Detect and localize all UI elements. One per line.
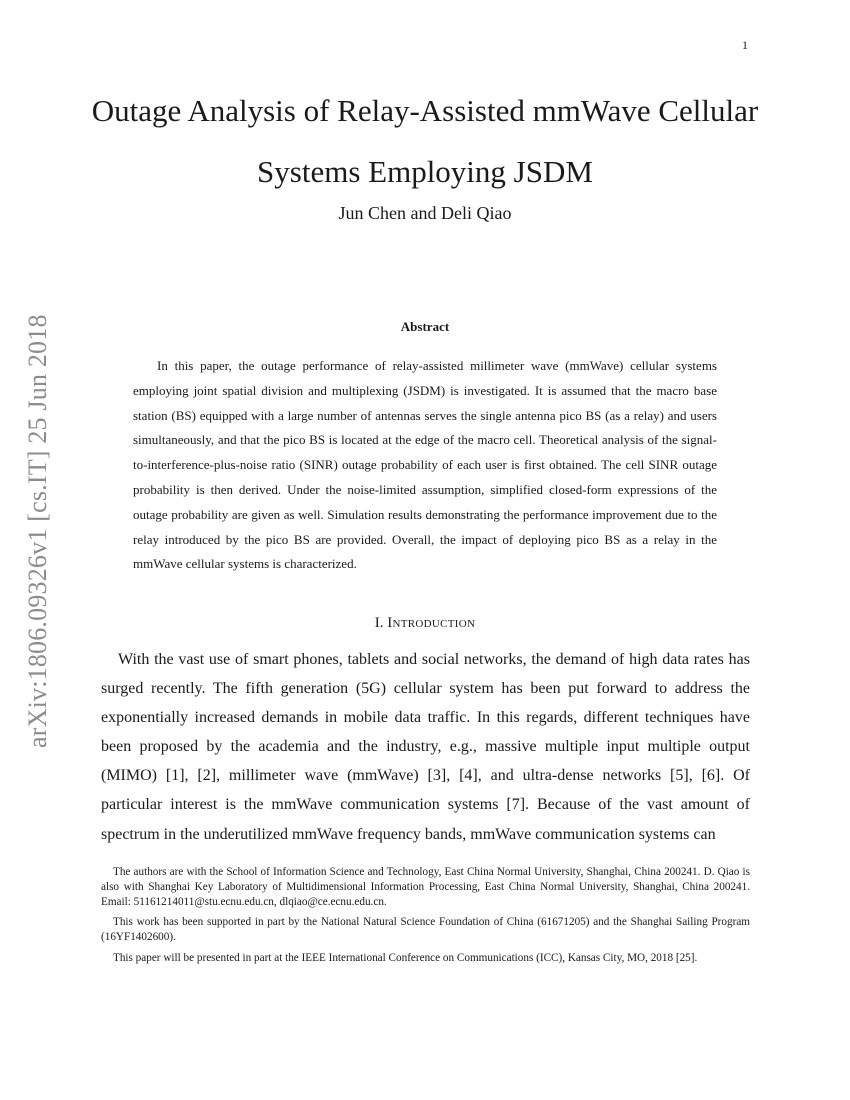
section-heading — [100, 612, 750, 634]
page-number: 1 — [742, 38, 748, 52]
footnote-conference: This paper will be presented in part at the IEEE International Conference on Communications (ICC), Kansas City, MO, 2018 [25]. — [113, 951, 698, 964]
footnote-affiliation: The authors are with the School of Information Science and Technology, East China Normal University, Shanghai, China 200241. D. Qiao is also with Shanghai Key Laboratory of Multidimensional Information Processing, East China Normal University, Shanghai, China 200241. Email: 51161214011@stu.ecnu.edu.cn, dlqiao@ce.ecnu.edu.cn. — [101, 866, 750, 908]
section-title: Introduction — [387, 615, 476, 631]
paper-title: Outage Analysis of Relay-Assisted mmWave Cellular Systems Employing JSDM — [91, 93, 759, 189]
footnotes — [101, 865, 750, 972]
abstract-text: In this paper, the outage performance of relay-assisted millimeter wave (mmWave) cellular systems employing joint spatial division and multiplexing (JSDM) is investigated. It is assumed that the macro base station (BS) equipped with a large number of antennas serves the single antenna pico BS (as a relay) and users simultaneously, and that the pico BS is located at the edge of the macro cell. Theoretical analysis of the signal-to-interference-plus-noise ratio (SINR) outage probability of each user is first obtained. The cell SINR outage probability is then derived. Under the noise-limited assumption, simplified closed-form expressions of the outage probability are given as well. Simulation results demonstrating the performance improvement due to the relay introduced by the pico BS are provided. Overall, the impact of deploying pico BS as a relay in the mmWave cellular systems is characterized. — [133, 358, 717, 572]
paper-authors: Jun Chen and Deli Qiao — [338, 203, 512, 223]
section-number: I. — [374, 615, 384, 631]
abstract-heading: Abstract — [400, 319, 450, 334]
introduction-text: With the vast use of smart phones, tablets and social networks, the demand of high data rates has surged recently. The fifth generation (5G) cellular system has been put forward to address the exponentially increased demands in mobile data traffic. In this regards, different techniques have been proposed by the academia and the industry, e.g., massive multiple input multiple output (MIMO) [1], [2], millimeter wave (mmWave) [3], [4], and ultra-dense networks [5], [6]. Of particular interest is the mmWave communication systems [7]. Because of the vast amount of spectrum in the underutilized mmWave frequency bands, mmWave communication systems can — [101, 651, 750, 843]
arxiv-identifier-stamp: arXiv:1806.09326v1 [cs.IT] 25 Jun 2018 — [23, 314, 52, 748]
footnote-funding: This work has been supported in part by the National Natural Science Foundation of China (61671205) and the Shanghai Sailing Program (16YF1402600). — [101, 916, 750, 944]
